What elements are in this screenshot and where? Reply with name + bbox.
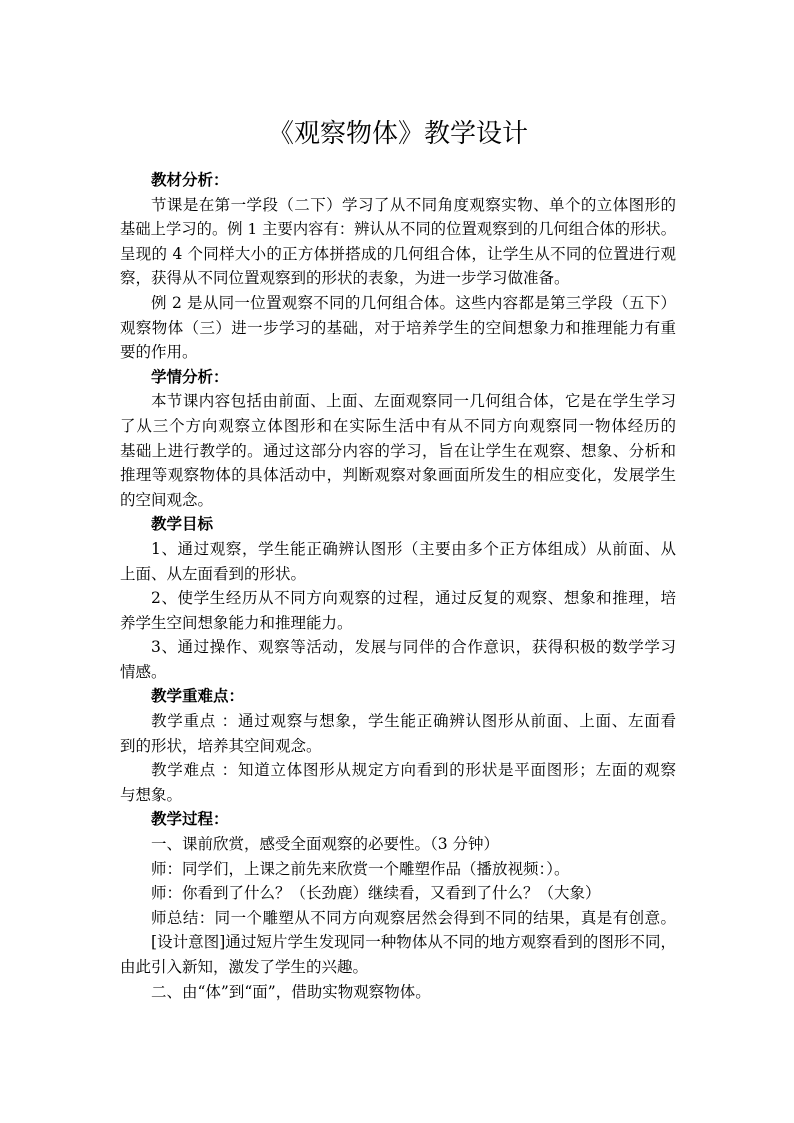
paragraph-line: 师：同学们，上课之前先来欣赏一个雕塑作品（播放视频：）。 <box>151 859 570 878</box>
paragraph-line: 3、通过操作、观察等活动，发展与同伴的合作意识，获得积极的数学学习 <box>151 638 676 657</box>
paragraph-line: 情感。 <box>120 662 167 681</box>
paragraph-line: 的空间观念。 <box>120 490 214 509</box>
paragraph-line: 二、由“体”到“面”，借助实物观察物体。 <box>151 982 431 1001</box>
paragraph-line: 例 2 是从同一位置观察不同的几何组合体。这些内容都是第三学段（五下） <box>151 293 676 312</box>
document-body <box>120 168 676 1004</box>
paragraph-line: 推理等观察物体的具体活动中，判断观察对象画面所发生的相应变化，发展学生 <box>120 466 676 485</box>
paragraph-line: 了从三个方向观察立体图形和在实际生活中有从不同方向观察同一物体经历的 <box>120 416 676 435</box>
paragraph-line: 要的作用。 <box>120 343 198 362</box>
section-heading: 教学重难点： <box>151 686 245 706</box>
paragraph-line: 师：你看到了什么？（长劲鹿）继续看，又看到了什么？（大象） <box>151 884 601 903</box>
paragraph-line: 由此引入新知，激发了学生的兴趣。 <box>120 958 369 976</box>
paragraph-line: 节课是在第一学段（二下）学习了从不同角度观察实物、单个的立体图形的 <box>151 195 676 214</box>
paragraph-line: 2、使学生经历从不同方向观察的过程，通过反复的观察、想象和推理，培 <box>151 589 676 608</box>
paragraph-line: 察，获得从不同位置观察到的形状的表象，为进一步学习做准备。 <box>120 269 570 288</box>
paragraph-line: 养学生空间想象能力和推理能力。 <box>120 613 353 632</box>
paragraph-line: 呈现的 4 个同样大小的正方体拼搭成的几何组合体，让学生从不同的位置进行观 <box>120 244 676 263</box>
paragraph-line: [设计意图]通过短片学生发现同一种物体从不同的地方观察看到的图形不同， <box>151 933 676 952</box>
paragraph-line: 一、课前欣赏，感受全面观察的必要性。（3 分钟） <box>151 835 500 854</box>
section-heading: 教材分析： <box>151 170 229 189</box>
paragraph-line: 基础上学习的。例 1 主要内容有：辨认从不同的位置观察到的几何组合体的形状。 <box>120 220 676 239</box>
paragraph-line: 1、通过观察，学生能正确辨认图形（主要由多个正方体组成）从前面、从 <box>151 539 676 558</box>
paragraph-line: 到的形状，培养其空间观念。 <box>120 736 322 755</box>
paragraph-line: 教学重点 ：通过观察与想象，学生能正确辨认图形从前面、上面、左面看 <box>151 712 676 731</box>
section-heading: 学情分析： <box>151 366 229 386</box>
document-title: 《观察物体》教学设计 <box>267 119 528 149</box>
paragraph-line: 教学难点 ：知道立体图形从规定方向看到的形状是平面图形；左面的观察 <box>151 761 676 780</box>
section-heading: 教学目标 <box>151 514 214 534</box>
paragraph-line: 与想象。 <box>120 785 183 804</box>
paragraph-line: 基础上进行教学的。通过这部分内容的学习，旨在让学生在观察、想象、分析和 <box>120 441 676 460</box>
section-heading: 教学过程： <box>151 809 229 829</box>
paragraph-line: 本节课内容包括由前面、上面、左面观察同一几何组合体，它是在学生学习 <box>151 392 676 411</box>
document-page <box>120 108 676 1004</box>
paragraph-line: 观察物体（三）进一步学习的基础，对于培养学生的空间想象力和推理能力有重 <box>120 318 676 337</box>
paragraph-line: 上面、从左面看到的形状。 <box>120 564 307 583</box>
paragraph-line: 师总结：同一个雕塑从不同方向观察居然会得到不同的结果，真是有创意。 <box>151 908 676 927</box>
